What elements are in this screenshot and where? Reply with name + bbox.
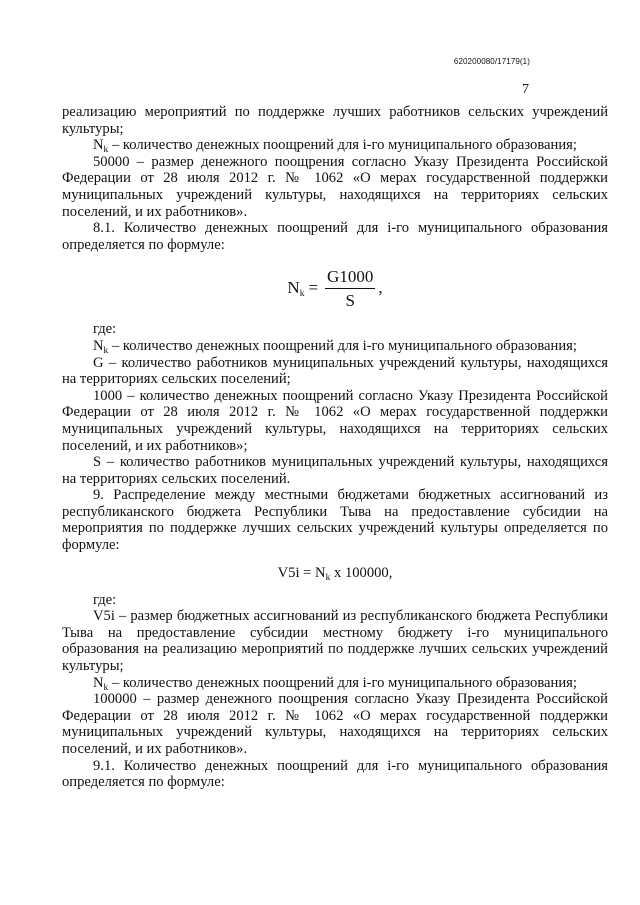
- formula-v5i: [62, 564, 608, 582]
- paragraph-nk-definition-2: [62, 338, 608, 355]
- formula-fraction: [325, 267, 375, 310]
- nk-symbol: N: [93, 674, 104, 691]
- formula-lhs-subscript: k: [299, 289, 305, 300]
- paragraph-continuation: реализацию мероприятий по поддержке лучших работников сельских учреждений культуры;: [62, 104, 608, 137]
- paragraph-where: где:: [93, 321, 117, 338]
- formula-equals: =: [308, 278, 319, 298]
- paragraph-g-definition: G – количество работников муниципальных учреждений культуры, находящихся на территориях сельских поселений;: [62, 354, 608, 388]
- paragraph-9-1: 9.1. Количество денежных поощрений для i-го муниципального образования определяется по формуле:: [62, 757, 608, 791]
- paragraph-nk-definition-3: [62, 675, 608, 692]
- formula-lhs: [287, 278, 305, 300]
- formula-v5i-subscript: k: [325, 572, 331, 583]
- nk-definition-text: – количество денежных поощрений для i-го муниципального образования;: [108, 674, 577, 691]
- paragraph-s-definition: S – количество работников муниципальных учреждений культуры, находящихся на территориях сельских поселений.: [62, 454, 608, 487]
- paragraph-100000-definition: 100000 – размер денежного поощрения согласно Указу Президента Российской Федерации от 28 июля 2012 г. № 1062 «О мерах государственной поддержки муниципальных учреждений культуры, находящихся на территориях сельских поселений, и их работников».: [62, 691, 608, 757]
- formula-numerator: G1000: [325, 267, 375, 289]
- page-number: 7: [522, 82, 529, 97]
- nk-definition-text: – количество денежных поощрений для i-го муниципального образования;: [108, 337, 577, 354]
- paragraph-nk-definition: [62, 137, 608, 154]
- formula-lhs-symbol: N: [287, 278, 300, 298]
- nk-symbol: N: [93, 337, 104, 354]
- paragraph-where-2: где:: [93, 591, 117, 608]
- paragraph-1000-definition: 1000 – количество денежных поощрений согласно Указу Президента Российской Федерации от 28 июля 2012 г. № 1062 «О мерах государственной поддержки муниципальных учреждений культуры, находящихся на территориях сельских поселений, и их работников»;: [62, 387, 608, 454]
- formula-denominator: S: [345, 290, 355, 310]
- formula-v5i-left: V5i = N: [277, 564, 326, 581]
- nk-definition-text: – количество денежных поощрений для i-го муниципального образования;: [108, 137, 577, 154]
- paragraph-v5i-definition: V5i – размер бюджетных ассигнований из республиканского бюджета Республики Тыва на предоставление субсидии местному бюджету i-го муниципального образования на реализацию мероприятий по поддержке лучших сельских учреждений культуры;: [62, 608, 608, 675]
- document-id: 620200080/17179(1): [453, 57, 530, 66]
- nk-subscript: k: [103, 145, 109, 156]
- nk-subscript: k: [103, 345, 109, 356]
- formula-trailing-comma: ,: [378, 278, 383, 298]
- document-body: [62, 104, 608, 791]
- paragraph-8-1: 8.1. Количество денежных поощрений для i-го муниципального образования определяется по формуле:: [62, 220, 608, 253]
- paragraph-9: 9. Распределение между местными бюджетами бюджетных ассигнований из республиканского бюджета Республики Тыва на предоставление субсидии на мероприятия по поддержке лучших сельских учреждений культуры определяется по формуле:: [62, 487, 608, 554]
- nk-symbol: N: [93, 137, 104, 154]
- paragraph-50000-definition: 50000 – размер денежного поощрения согласно Указу Президента Российской Федерации от 28 июля 2012 г. № 1062 «О мерах государственной поддержки муниципальных учреждений культуры, находящихся на территориях сельских поселений, и их работников».: [62, 153, 608, 220]
- formula-nk: [62, 255, 608, 321]
- nk-subscript: k: [103, 682, 109, 693]
- formula-v5i-right: x 100000,: [330, 564, 393, 581]
